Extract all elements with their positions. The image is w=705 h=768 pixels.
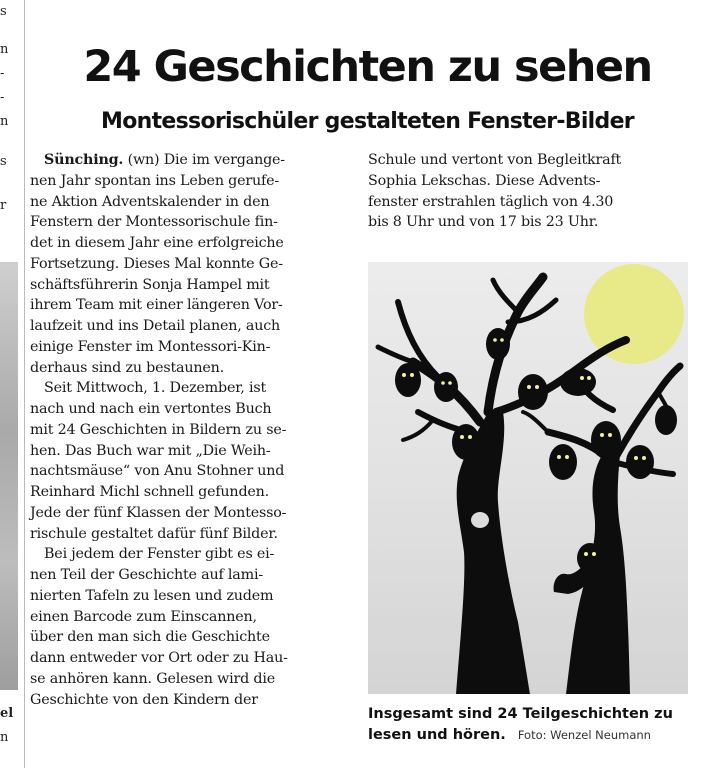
headline: 24 Geschichten zu sehen xyxy=(83,42,652,92)
body-text-line: mit 24 Geschichten in Bildern zu se- xyxy=(30,421,287,438)
tree-hollow xyxy=(471,512,489,528)
body-text-line: derhaus sind zu bestaunen. xyxy=(30,359,225,376)
body-text-line: Jede der fünf Klassen der Montesso- xyxy=(30,504,287,521)
body-text-line: hen. Das Buch war mit „Die Weih- xyxy=(30,442,271,459)
body-text-line: Reinhard Michl schnell gefunden. xyxy=(30,484,270,500)
edge-text: el xyxy=(0,706,14,721)
column-divider xyxy=(24,0,25,768)
subheadline: Montessorischüler gestalteten Fenster-Bilder xyxy=(101,109,634,134)
body-text-line: Seit Mittwoch, 1. Dezember, ist xyxy=(44,380,267,397)
body-text-line: ihrem Team mit einer längeren Vor- xyxy=(30,297,283,314)
owl-shape xyxy=(549,444,577,480)
body-text-line: se anhören kann. Gelesen wird die xyxy=(30,670,276,687)
body-text-line: Schule und vertont von Begleitkraft xyxy=(368,152,622,168)
owl-shape xyxy=(486,328,510,360)
edge-text: n xyxy=(0,114,9,129)
body-text-line: nach und nach ein vertontes Buch xyxy=(30,401,272,417)
body-text-line: laufzeit und ins Detail planen, auch xyxy=(30,318,281,334)
edge-text: r xyxy=(0,198,7,213)
body-text-line: bis 8 Uhr und von 17 bis 23 Uhr. xyxy=(368,214,599,231)
body-text-line: einige Fenster im Montessori-Kin- xyxy=(30,338,271,355)
body-text-line: nierten Tafeln zu lesen und zudem xyxy=(30,587,274,604)
body-text-line: dann entweder vor Ort oder zu Hau- xyxy=(30,650,288,666)
owl-shape xyxy=(626,445,654,479)
moon-shape xyxy=(584,264,684,364)
edge-text: - xyxy=(0,66,5,81)
body-text-line: Bei jedem der Fenster gibt es ei- xyxy=(44,546,275,563)
owl-shape xyxy=(452,424,480,460)
adjacent-photo xyxy=(0,262,18,690)
body-text-line: Sophia Lekschas. Diese Advents- xyxy=(368,172,601,189)
body-text-line: einen Barcode zum Einscannen, xyxy=(30,608,257,625)
edge-text: s xyxy=(0,154,7,169)
adjacent-article-fragment xyxy=(0,0,24,768)
owl-shape xyxy=(655,405,677,435)
edge-text: n xyxy=(0,730,9,745)
owl-shape xyxy=(560,368,596,396)
body-text-line: nen Teil der Geschichte auf lami- xyxy=(30,567,263,583)
body-text-line: nachtsmäuse“ von Anu Stohner und xyxy=(30,463,285,480)
owl-shape xyxy=(518,374,548,410)
edge-text: - xyxy=(0,90,5,105)
caption-line: Insgesamt sind 24 Teilgeschichten zu xyxy=(368,706,673,722)
owl-shape xyxy=(434,372,458,402)
owl-shape xyxy=(591,421,621,459)
tree-owls-illustration xyxy=(368,262,688,694)
dateline: Sünching. xyxy=(44,152,124,168)
article-photo xyxy=(368,262,688,694)
edge-text: s xyxy=(0,4,7,19)
body-text-line: det in diesem Jahr eine erfolgreiche xyxy=(30,235,284,251)
body-text-line: schäftsführerin Sonja Hampel mit xyxy=(30,276,270,293)
body-text-line: Fortsetzung. Dieses Mal konnte Ge- xyxy=(30,255,283,272)
owl-shape xyxy=(395,363,421,397)
body-text-line: ne Aktion Adventskalender in den xyxy=(30,193,270,210)
body-text-column-1 xyxy=(30,150,350,710)
body-text-column-2 xyxy=(368,150,688,233)
body-text-line: fenster erstrahlen täglich von 4.30 xyxy=(368,193,614,210)
body-text-line: Geschichte von den Kindern der xyxy=(30,691,258,708)
photo-credit: Foto: Wenzel Neumann xyxy=(517,728,651,742)
body-text-line xyxy=(30,150,350,171)
body-text-line: nen Jahr spontan ins Leben gerufe- xyxy=(30,172,280,189)
body-text-line: über den man sich die Geschichte xyxy=(30,629,270,646)
body-text-fragment: (wn) Die im vergange- xyxy=(123,152,285,168)
caption-line: lesen und hören. xyxy=(368,727,506,743)
body-text-line: rischule gestaltet dafür fünf Bilder. xyxy=(30,525,278,542)
edge-text: n xyxy=(0,42,9,57)
body-text-line: Fenstern der Montessorischule fin- xyxy=(30,214,278,231)
photo-caption xyxy=(368,704,698,746)
